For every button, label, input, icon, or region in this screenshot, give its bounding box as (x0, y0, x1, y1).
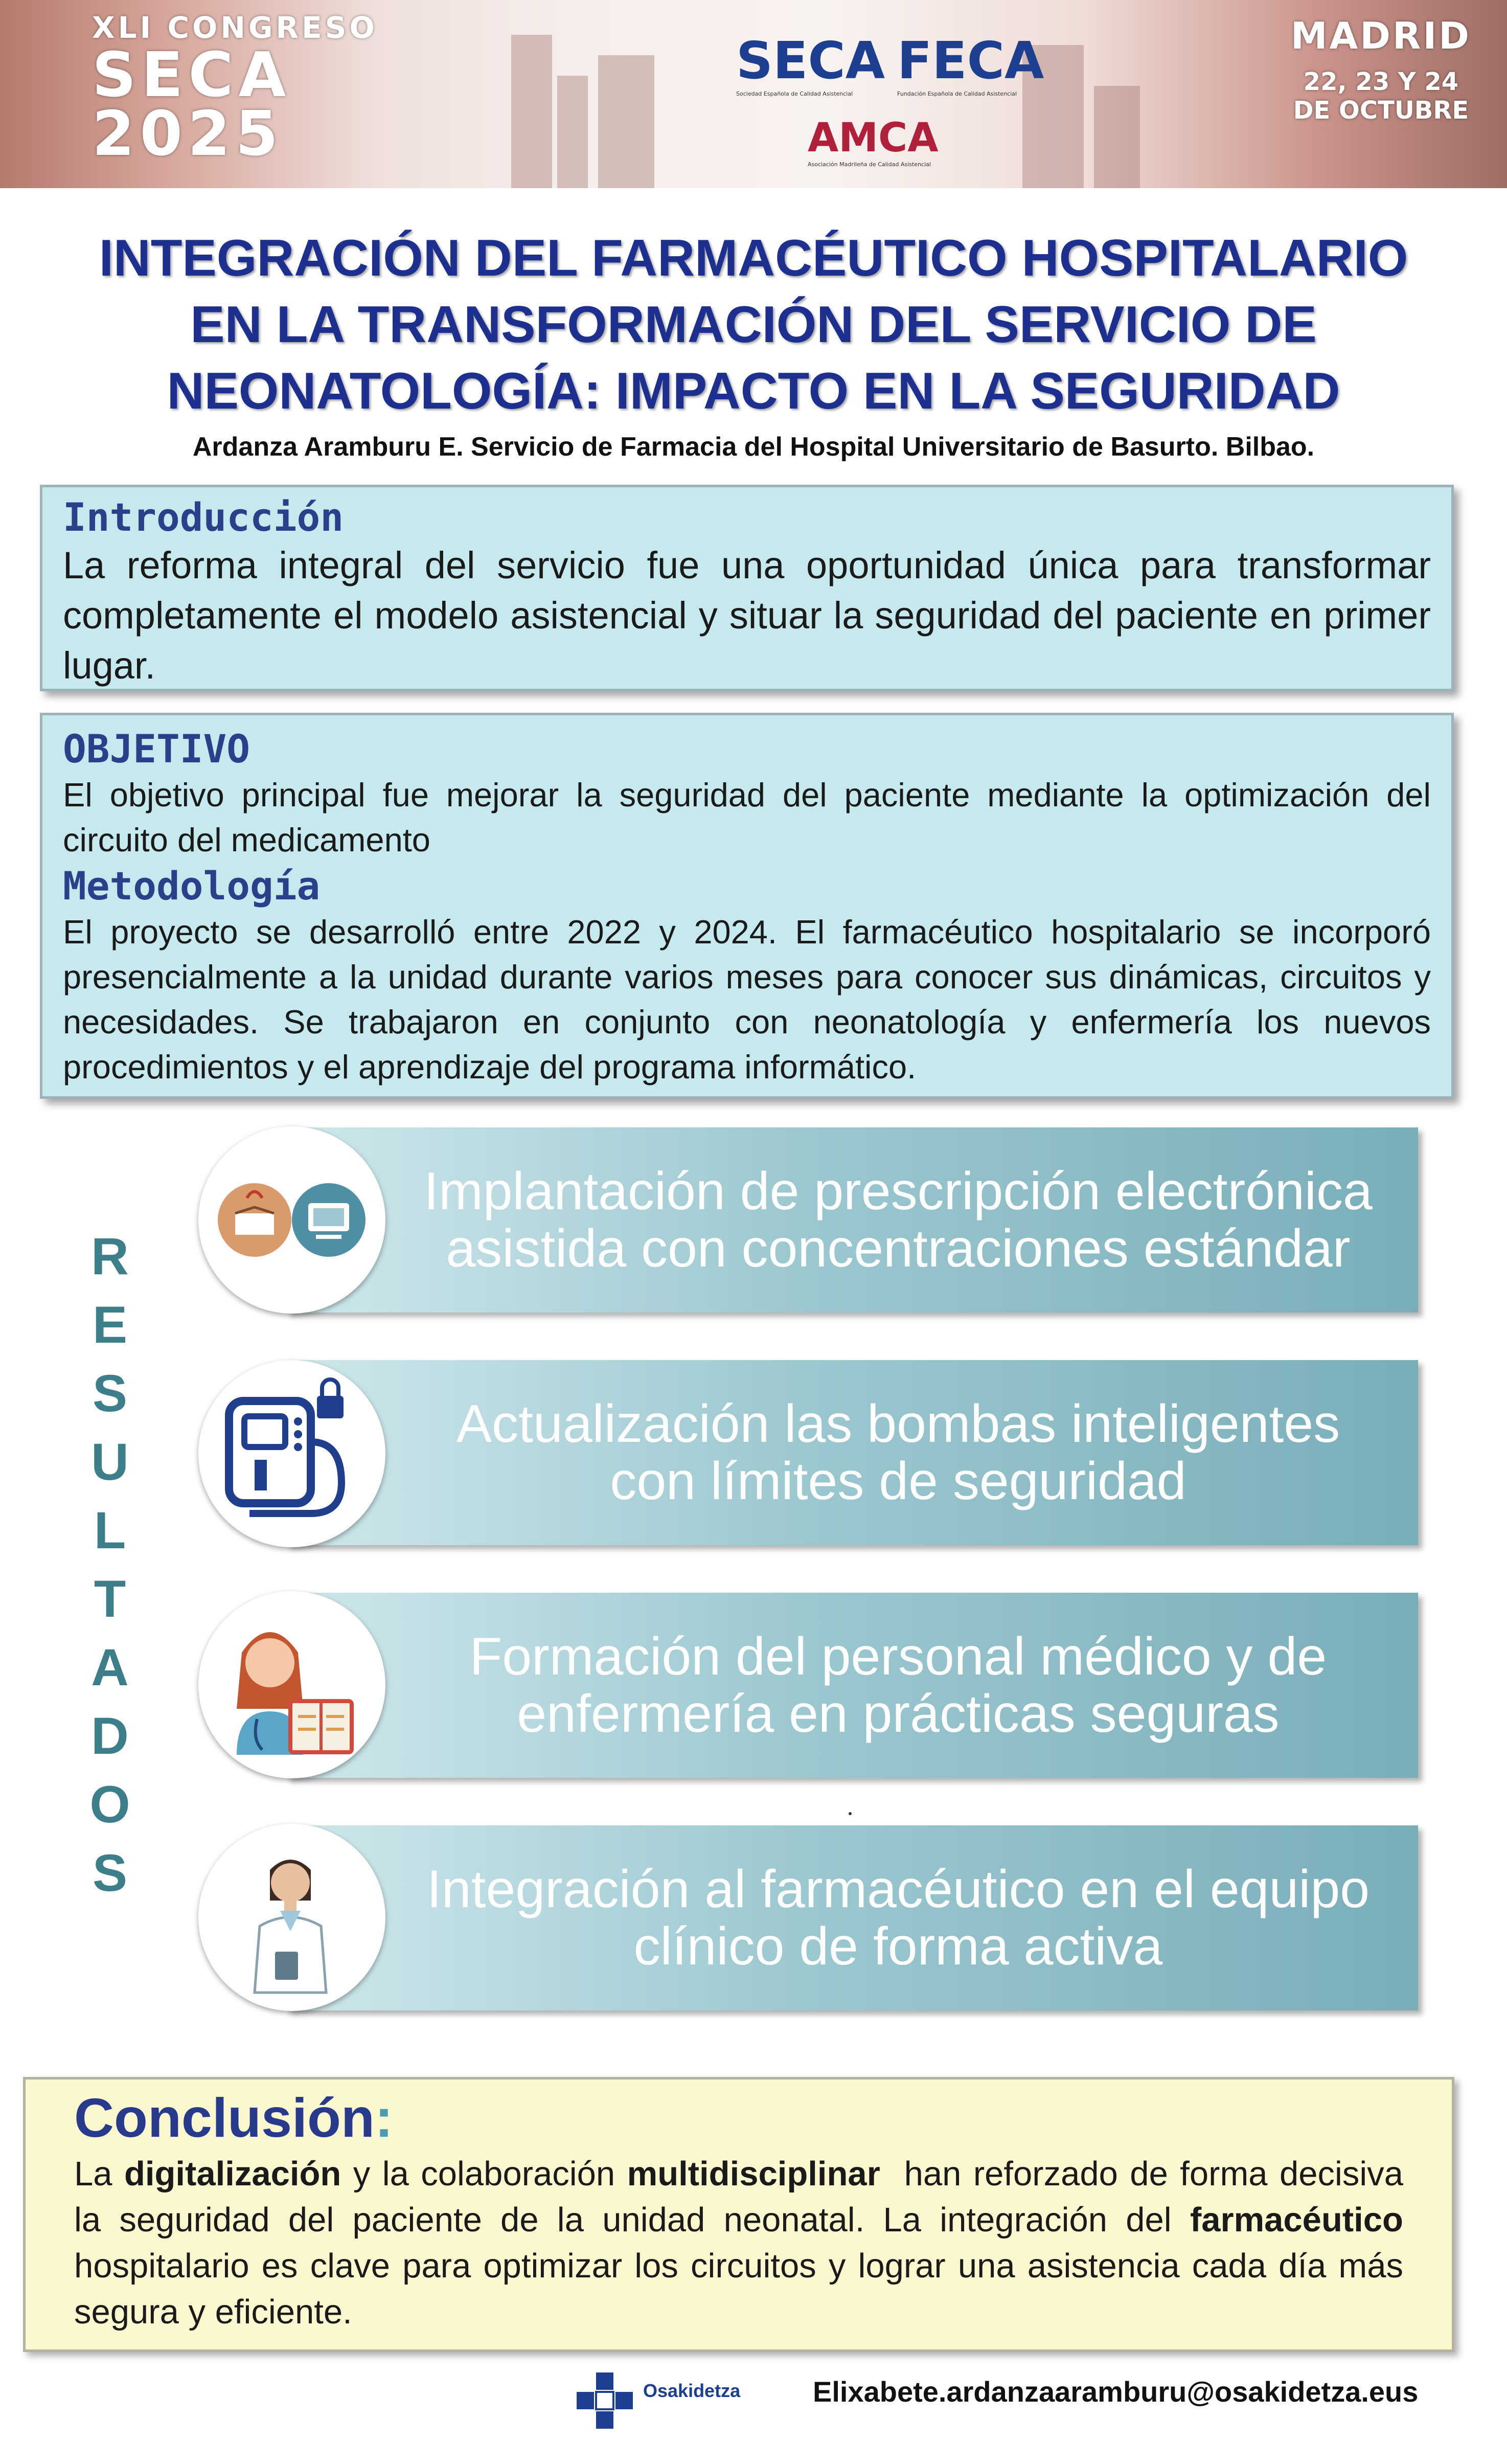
results-letter: O (89, 1775, 130, 1834)
result-item (286, 1127, 1418, 1313)
results-letter: A (91, 1638, 129, 1697)
osakidetza-logo-icon (577, 2372, 633, 2429)
results-letter: U (91, 1433, 129, 1491)
results-letter: T (94, 1570, 126, 1628)
result-text: Formación del personal médico y de enfermería en prácticas seguras (469, 1627, 1327, 1744)
result-text: Actualización las bombas inteligentes con límites de seguridad (456, 1394, 1340, 1511)
congress-year: 2025 (92, 99, 283, 170)
stray-dot (849, 1812, 852, 1815)
bold-term: multidisciplinar (627, 2155, 880, 2193)
objective-heading: OBJETIVO (63, 726, 250, 772)
congress-name: SECA (92, 40, 291, 111)
results-letter: D (91, 1707, 129, 1765)
title-line: NEONATOLOGÍA: IMPACTO EN LA SEGURIDAD (167, 363, 1340, 420)
introduction-text: La reforma integral del servicio fue una oportunidad única para transformar completamente el modelo asistencial y situar la seguridad del paciente en primer lugar. (63, 544, 1431, 687)
results-vertical-label (87, 1222, 133, 1907)
venue-dates (1291, 14, 1471, 125)
nurse-book-icon (198, 1591, 385, 1778)
congress-logo (92, 10, 378, 170)
objective-methodology-box (40, 713, 1454, 1099)
month: DE OCTUBRE (1293, 96, 1469, 125)
congress-edition: XLI CONGRESO (92, 10, 378, 45)
seca-logo: SECA Sociedad Española de Calidad Asistencial (736, 31, 885, 97)
result-text: Implantación de prescripción electrónica asistida con concentraciones estándar (424, 1162, 1373, 1278)
osakidetza-logo-text: Osakidetza (643, 2380, 741, 2401)
conclusion-colon: : (375, 2087, 393, 2149)
conclusion-heading (74, 2085, 1403, 2151)
results-letter: S (92, 1364, 128, 1422)
author-affiliation: Ardanza Aramburu E. Servicio de Farmacia del Hospital Universitario de Basurto. Bilbao. (192, 432, 1315, 462)
dates: 22, 23 Y 24 (1303, 67, 1459, 96)
methodology-text: El proyecto se desarrolló entre 2022 y 2024. El farmacéutico hospitalario se incorporó presencialmente a la unidad durante varios meses para conocer sus dinámicas, circuitos y necesidades. Se trabajaron en conjunto con neonatología y enfermería los nuevos procedimientos y el aprendizaje del programa informático. (63, 913, 1431, 1086)
building-silhouette (598, 55, 654, 188)
infusion-pump-icon (198, 1360, 385, 1547)
building-silhouette (511, 35, 552, 188)
books-computer-icon (198, 1126, 385, 1314)
title-line: INTEGRACIÓN DEL FARMACÉUTICO HOSPITALARIO (99, 230, 1408, 287)
title-line: EN LA TRANSFORMACIÓN DEL SERVICIO DE (190, 296, 1317, 353)
conclusion-heading-text: Conclusión (74, 2087, 375, 2149)
introduction-box (40, 485, 1454, 691)
results-letter: R (91, 1227, 129, 1285)
building-silhouette (1094, 86, 1140, 188)
objective-text: El objetivo principal fue mejorar la seguridad del paciente mediante la optimización del circuito del medicamento (63, 776, 1431, 858)
building-silhouette (557, 76, 588, 188)
result-text: Integración al farmacéutico en el equipo clínico de forma activa (426, 1860, 1370, 1976)
result-item (286, 1593, 1418, 1778)
poster-title (31, 225, 1476, 424)
results-letter: S (92, 1844, 128, 1902)
results-letter: E (92, 1296, 128, 1354)
amca-logo: AMCA Asociación Madrileña de Calidad Asistencial (808, 115, 939, 168)
feca-logo: FECA Fundación Española de Calidad Asistencial (897, 31, 1044, 97)
conclusion-box (23, 2077, 1454, 2352)
result-item (286, 1360, 1418, 1545)
city: MADRID (1290, 14, 1471, 57)
result-item (286, 1825, 1418, 2010)
bold-term: farmacéutico (1190, 2201, 1403, 2239)
results-letter: L (94, 1501, 126, 1559)
conclusion-text: La digitalización y la colaboración multidisciplinar han reforzado de forma decisiva la seguridad del paciente de la unidad neonatal. La integración del farmacéutico hospitalario es clave para optimizar los circuitos y lograr una asistencia cada día más segura y eficiente. (74, 2155, 1413, 2331)
introduction-heading: Introducción (63, 494, 344, 540)
contact-email[interactable]: Elixabete.ardanzaaramburu@osakidetza.eus (813, 2376, 1419, 2408)
header-banner (0, 0, 1507, 188)
bold-term: digitalización (124, 2155, 341, 2193)
pharmacist-icon (198, 1824, 385, 2011)
methodology-heading: Metodología (63, 863, 321, 909)
